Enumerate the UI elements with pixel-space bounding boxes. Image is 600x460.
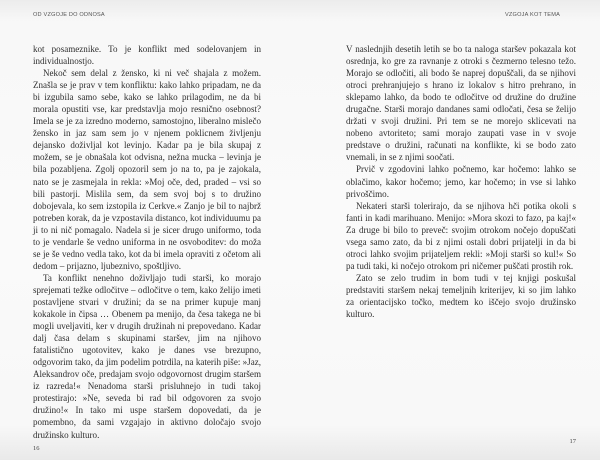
paragraph: V naslednjih desetih letih se bo ta naloga staršev pokazala kot osrednja, ko gre za ravnanje z otroki s čezmerno telesno težo. Morajo se odločiti, ali bodo še naprej dopuščali, da se njihovi otroci prehranjujejo s hrano iz lokalov s hitro prehrano, in sklepamo lahko, da bodo te odločitve od družine do družine drugačne. Starši morajo dandanes sami odločati, česa se želijo držati v svoji družini. Pri tem se ne morejo sklicevati na nobeno avtoriteto; sami morajo zaupati vase in v svoje predstave o družini, računati na konflikte, ki se bodo zato vnemali, in se z njimi soočati. [346, 44, 576, 163]
running-head-right: VZGOJA KOT TEMA [504, 12, 560, 18]
running-head-left: OD VZGOJE DO ODNOSA [33, 12, 105, 18]
page-number-left: 16 [33, 444, 40, 452]
paragraph: Zato se zelo trudim in bom tudi v tej knjigi poskušal predstaviti staršem nekaj temeljnih kriterijev, ki so jim lahko za orientacijsko točko, medtem ko iščejo svojo družinsko kulturo. [346, 272, 576, 320]
right-page [300, 0, 600, 460]
paragraph: Ta konflikt nenehno doživljajo tudi starši, ko morajo sprejemati težke odločitve – odločitve o tem, kako želijo imeti postavljene stvari v družini; da se na primer kupuje manj kokakole in čipsa … Obenem pa menijo, da česa takega ne bi mogli uveljaviti, ker v drugih družinah ni prepovedano. Kadar dalj časa delam s skupinami staršev, jim na njihovo fatalistično ugotovitev, kako je danes vse brezupno, odgovorim tako, da jim podelim potrdila, na katerih piše: »Jaz, Aleksandrov oče, predajam svojo odgovornost drugim staršem iz razreda!« Nenadoma starši prisluhnejo in tudi takoj protestirajo: »Ne, seveda bi rad bil odgovoren za svojo družino!« In tako mi uspe staršem dopovedati, da je pomembno, da sami vzgajajo in aktivno določajo svojo družinsko kulturo. [33, 272, 261, 440]
right-page-column [346, 43, 576, 446]
left-page-body [33, 43, 261, 441]
paragraph: kot posameznike. To je konflikt med sodelovanjem in individualnostjo. [33, 44, 261, 67]
left-page-column [33, 43, 261, 452]
right-page-body [346, 43, 576, 320]
page-number-right: 17 [569, 438, 576, 445]
paragraph: Nekateri starši tolerirajo, da se njihova hči potika okoli s fanti in kadi marihuano. Menijo: »Mora skozi to fazo, pa kaj!« Za druge bi bilo to preveč: svojim otrokom nočejo dopuščati vsega samo zato, da bi z njimi ostali dobri prijatelji in da bi otroci lahko svojim prijateljem rekli: »Moji starši so kul!« So pa tudi taki, ki nočejo otrokom pri ničemer puščati prostih rok. [346, 200, 576, 271]
paragraph: Nekoč sem delal z žensko, ki ni več shajala z možem. Znašla se je prav v tem konfliktu: kako lahko pripadam, ne da bi izgubila samo sebe, kako se lahko prilagodim, ne da bi morala opustiti vse, kar predstavlja mojo resnično osebnost? Imela se je za izredno moderno, samostojno, liberalno mislečo žensko in jaz sam sem jo v njenem poklicnem življenju dejansko doživljal kot levinjo. Kadar pa je bila skupaj z možem, se je obnašala kot odvisna, nežna mucka – levinja je bila pozabljena. Zgolj opozoril sem jo na to, pa je zajokala, nato se je zasmejala in rekla: »Moj oče, ded, praded – vsi so bili pastorji. Mislila sem, da sem svoj boj s to družino dobojevala, ko sem izstopila iz Cerkve.« Zanjo je bil to najbrž potreben korak, da je vzpostavila distanco, kot individuumu pa ji to ni nič pomagalo. Nadela si je sicer drugo uniformo, toda to je vendarle še vedno uniforma in ne osvoboditev: do moža se je še vedno vedla tako, kot da bi imela opraviti z očetom ali dedom – prijazno, ljubeznivo, spoštljivo. [33, 68, 261, 271]
paragraph: Prvič v zgodovini lahko počnemo, kar hočemo: lahko se oblačimo, kakor hočemo; jemo, kar hočemo; in vse si lahko privoščimo. [346, 164, 576, 199]
